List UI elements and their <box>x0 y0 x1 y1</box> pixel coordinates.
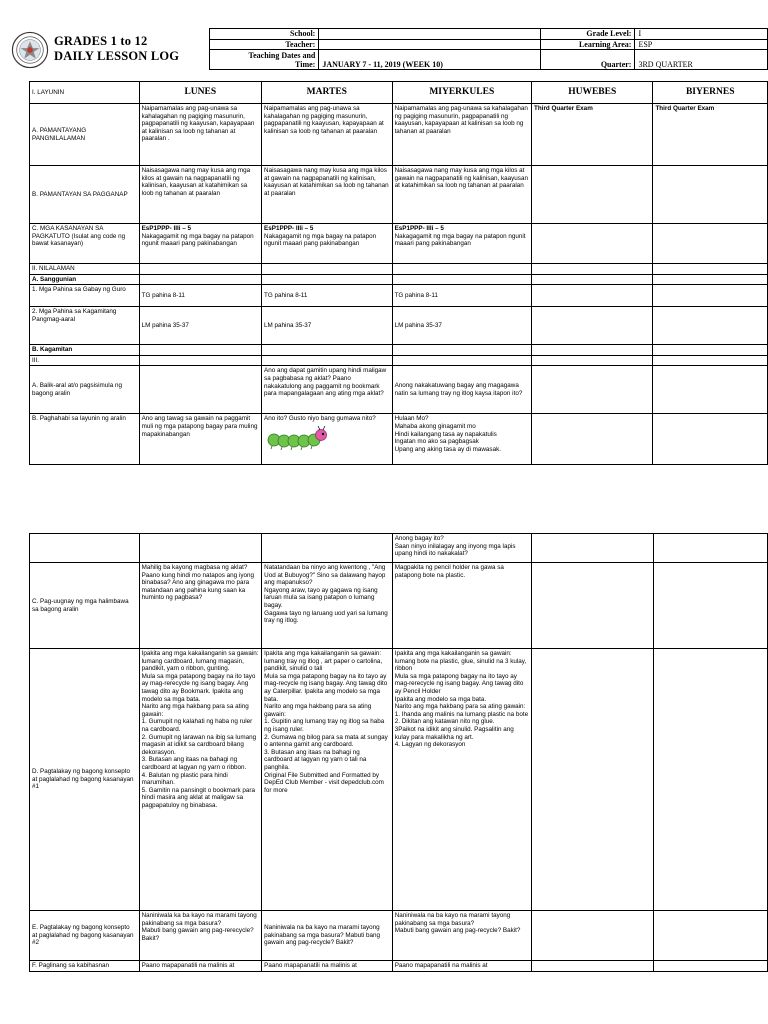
table-row <box>30 264 768 275</box>
table-cell: Third Quarter Exam <box>532 104 653 166</box>
table-cell <box>532 534 653 563</box>
table-cell <box>532 355 653 366</box>
table-cell: Anong nakakatuwang bagay ang magagawa natin sa lumang tray ng itlog kaysa itapon ito? <box>392 366 531 414</box>
table-row <box>30 104 768 166</box>
teacher-label: Teacher: <box>210 39 319 50</box>
table-cell <box>392 274 531 285</box>
table-row <box>30 961 768 972</box>
table-cell <box>262 264 393 275</box>
code-text: EsP1PPP- IIIi – 5 <box>141 225 191 232</box>
table-row <box>30 285 768 307</box>
layunin-label: I. LAYUNIN <box>30 82 140 104</box>
lesson-table-page1 <box>29 81 768 465</box>
table-cell <box>139 366 261 414</box>
table-cell <box>30 534 140 563</box>
table-row <box>30 166 768 224</box>
table-cell <box>139 224 261 264</box>
cell-text: Nakagagamit ng mga bagay na patapon ngunit maaari pang pakinabangan <box>394 232 526 248</box>
table-cell <box>653 414 768 465</box>
table-row <box>30 274 768 285</box>
table-cell: Naipamamalas ang pag-unawa sa kahalagahan ng pagiging masunurin, pagpapanatili ng kaayusan, kapayapaan at kalinisan sa loob ng tahanan at paaralan . <box>139 104 261 166</box>
quarter-value: 3RD QUARTER <box>635 50 768 70</box>
table-cell <box>532 224 653 264</box>
learning-area-value: ESP <box>635 39 768 50</box>
cell-text: Nakagagamit ng mga bagay na patapon ngunit maaari pang pakinabangan <box>264 232 377 248</box>
table-cell: Naisasagawa nang may kusa ang mga kilos at gawain na nagpapanatili ng kalinisan, kaayusan at katahimikan sa loob ng tahanan at paaralan <box>262 166 393 224</box>
caterpillar-icon <box>266 425 328 451</box>
table-cell: Natatandaan ba ninyo ang kwentong , "Ang Uod at Bubuyog?" Sino sa dalawang hayop ang mapanukso? Ngayong araw, tayo ay gagawa ng isang laruan mula sa isang patapon o lumang bagay. Gagawa tayo ng laruang uod yari sa lumang tray ng itlog. <box>262 563 393 649</box>
dates-value: JANUARY 7 - 11, 2019 (WEEK 10) <box>319 50 541 70</box>
code-text: EsP1PPP- IIIi – 5 <box>394 225 444 232</box>
table-cell: Naipamamalas ang pag-unawa sa kahalagahan ng pagiging masunurin, pagpapanatili ng kaayusan, kapayapaan at kalinisan sa loob ng tahanan at paaralan <box>262 104 393 166</box>
table-cell: Anong bagay ito? Saan ninyo inilalagay ang inyong mga lapis upang hindi ito nakakalat? <box>392 534 531 563</box>
table-cell: Ano ang dapat gamitin upang hindi maligaw sa pagbabasa ng aklat? Paano nakakatulong ang paggamit ng bookmark para mapangalagaan ang ating mga aklat? <box>262 366 393 414</box>
table-cell <box>653 274 768 285</box>
teacher-value <box>319 39 541 50</box>
row-label: C. MGA KASANAYAN SA PAGKATUTO (Isulat ang code ng bawat kasanayan) <box>30 224 140 264</box>
table-row <box>30 911 768 961</box>
table-cell: Naniniwala na ba kayo na marami tayong pakinabang sa mga basura? Mabuti bang gawain ang pag-recycle? Bakit? <box>392 911 531 961</box>
table-row <box>30 649 768 911</box>
table-cell <box>532 307 653 345</box>
table-cell: Naniniwala ka ba kayo na marami tayong pakinabang sa mga basura? Mabuti bang gawain ang pag-rerecycle? Bakit? <box>139 911 262 961</box>
table-row <box>30 563 768 649</box>
dates-label-line2: Time: <box>295 59 316 69</box>
table-cell: TG pahina 8-11 <box>139 285 261 307</box>
table-cell <box>139 534 262 563</box>
table-cell: Ipakita ang mga kakailanganin sa gawain: lumang tray ng itlog , art paper o cartolina, pandikit, sinulid o tali Mula sa mga patapong bagay na ito tayo ay mag-recycle ng isang bagay. Ang tawag dito ay Caterpillar. Ipakita ang modelo sa mga bata. Narito ang mga hakbang para sa ating gawain: 1. Gupitin ang lumang tray ng itlog sa haba ng isang ruler. 2. Gumawa ng bilog para sa mata at sungay o antenna gamit ang cardboard. 3. Butasan ang itaas na bahagi ng cardboard at lagyan ng yarn o tali na panghila. Original File Submitted and Formatted by DepEd Club Member - visit depedclub.com for more <box>262 649 393 911</box>
nilalaman-label: II. NILALAMAN <box>30 264 140 275</box>
table-cell <box>262 534 393 563</box>
doc-title-log: DAILY LESSON LOG <box>54 49 180 63</box>
paghahabi-label: B. Paghahabi sa layunin ng aralin <box>30 414 140 465</box>
table-cell <box>139 345 261 356</box>
table-row <box>30 345 768 356</box>
cell-text: Ano ito? Gusto niyo bang gumawa nito? <box>264 415 376 423</box>
table-cell <box>139 264 261 275</box>
row-label: A. PAMANTAYANG PANGNILALAMAN <box>30 104 140 166</box>
table-cell <box>392 264 531 275</box>
table-cell <box>653 166 768 224</box>
row-label: B. PAMANTAYAN SA PAGGANAP <box>30 166 140 224</box>
table-cell <box>532 274 653 285</box>
table-row <box>30 366 768 414</box>
kagamitan-label: 2. Mga Pahina sa Kagamitang Pangmag-aaral <box>30 307 140 345</box>
table-cell <box>653 366 768 414</box>
table-cell: Ano ang tawag sa gawain na paggamit muli ng mga patapong bagay para muling mapakinabangan <box>139 414 261 465</box>
table-cell: Naisasagawa nang may kusa ang mga kilos at gawain na nagpapanatili ng kalinisan, kaayusan at katahimikan sa loob ng tahanan at paaralan <box>139 166 261 224</box>
learning-area-label: Learning Area: <box>541 39 635 50</box>
quarter-label: Quarter: <box>541 50 635 70</box>
table-cell: Naisasagawa nang may kusa ang mga kilos at gawain na nagpapanatili ng kalinisan, kaayusan at katahimikan sa loob ng tahanan at paaralan <box>392 166 531 224</box>
day-header-lunes: LUNES <box>139 82 261 104</box>
table-cell: Third Quarter Exam <box>653 104 768 166</box>
table-cell <box>532 345 653 356</box>
table-cell <box>653 264 768 275</box>
table-cell <box>653 961 767 972</box>
table-cell <box>532 285 653 307</box>
day-header-huwebes: HUWEBES <box>532 82 653 104</box>
pagtalakay-2-label: E. Pagtalakay ng bagong konsepto at paglalahad ng bagong kasanayan #2 <box>30 911 140 961</box>
table-cell: Mahilig ba kayong magbasa ng aklat? Paano kung hindi mo natapos ang iyong binabasa? Ano ang ginagawa mo para matandaan ang pahina kung saan ka huminto ng pagbasa? <box>139 563 262 649</box>
paglinang-label: F. Paglinang sa kabihasnan <box>30 961 140 972</box>
grade-level-label: Grade Level: <box>541 29 635 40</box>
table-cell <box>532 366 653 414</box>
table-cell <box>392 355 531 366</box>
table-cell: LM pahina 35-37 <box>392 307 531 345</box>
table-cell: Naipamamalas ang pag-unawa sa kahalagahan ng pagiging masunurin, pagpapanatili ng kaayusan, kapayapaan at kalinisan sa loob ng tahanan at paaralan <box>392 104 531 166</box>
table-cell <box>532 166 653 224</box>
iii-label: III. <box>30 355 140 366</box>
table-cell <box>653 563 767 649</box>
table-cell <box>653 355 768 366</box>
table-cell <box>262 274 393 285</box>
table-cell <box>532 649 653 911</box>
table-cell <box>653 649 767 911</box>
table-cell <box>653 534 767 563</box>
deped-seal-icon <box>11 31 49 69</box>
table-row <box>30 355 768 366</box>
table-row <box>30 534 768 563</box>
table-cell <box>139 355 261 366</box>
pagtalakay-1-label: D. Pagtalakay ng bagong konsepto at paglalahad ng bagong kasanayan #1 <box>30 649 140 911</box>
table-cell <box>532 414 653 465</box>
table-cell <box>653 307 768 345</box>
table-cell: Magpakita ng pencil holder na gawa sa patapong bote na plastic. <box>392 563 531 649</box>
lesson-log-header <box>8 28 768 74</box>
school-value <box>319 29 541 40</box>
cell-text: Nakagagamit ng mga bagay na patapon ngunit maaari pang pakinabangan <box>141 232 254 248</box>
table-cell: Ipakita ang mga kakailanganin sa gawain: lumang bote na plastic, glue, sinulid na 3 kulay, ribbon Mula sa mga patapong bagay na ito tayo ay mag-rerecycle ng isang bagay. Ang tawag dito ay Pencil Holder Ipakita ang modelo sa mga bata. Narito ang mga hakbang para sa ating gawain: 1. Ihanda ang malinis na lumang plastic na bote 2. Dikitan ang katawan nito ng glue. 3Paikot na idikit ang sinulid. Pagsalitin ang kulay para makalikha ng art. 4. Lagyan ng dekorasyon <box>392 649 531 911</box>
table-cell <box>392 224 531 264</box>
table-cell <box>532 264 653 275</box>
table-cell <box>532 911 653 961</box>
header-info-table <box>209 28 768 70</box>
day-header-miyerkules: MIYERKULES <box>392 82 531 104</box>
table-cell <box>262 345 393 356</box>
table-cell: TG pahina 8-11 <box>262 285 393 307</box>
doc-title-grades: GRADES 1 to 12 <box>54 34 148 48</box>
pag-uugnay-label: C. Pag-uugnay ng mga halimbawa sa bagong aralin <box>30 563 140 649</box>
balik-aral-label: A. Balik-aral at/o pagsisimula ng bagong aralin <box>30 366 140 414</box>
table-cell: LM pahina 35-37 <box>262 307 393 345</box>
table-cell: Paano mapapanatili na malinis at <box>139 961 262 972</box>
dates-label <box>210 50 319 70</box>
table-cell <box>653 285 768 307</box>
gabay-label: 1. Mga Pahina sa Gabay ng Guro <box>30 285 140 307</box>
day-header-biyernes: BIYERNES <box>653 82 768 104</box>
dates-label-line1: Teaching Dates and <box>248 50 316 60</box>
table-cell: Paano mapapanatili na malinis at <box>262 961 393 972</box>
table-cell: Naniniwala na ba kayo na marami tayong pakinabang sa mga basura? Mabuti bang gawain ang pag-recycle? Bakit? <box>262 911 393 961</box>
table-row <box>30 224 768 264</box>
table-cell <box>653 345 768 356</box>
table-row <box>30 414 768 465</box>
kagamitan-b-label: B. Kagamitan <box>30 345 140 356</box>
day-header-martes: MARTES <box>262 82 393 104</box>
table-cell: Paano mapapanatili na malinis at <box>392 961 531 972</box>
table-cell: LM pahina 35-37 <box>139 307 261 345</box>
table-cell <box>653 911 767 961</box>
table-cell <box>653 224 768 264</box>
lesson-table-page2 <box>29 533 768 972</box>
table-cell <box>262 355 393 366</box>
table-cell <box>392 345 531 356</box>
table-cell <box>532 961 653 972</box>
school-label: School: <box>210 29 319 40</box>
table-cell <box>262 414 393 465</box>
grade-level-value: I <box>635 29 768 40</box>
table-cell: Hulaan Mo? Mahaba akong ginagamit mo Hindi kailangang tasa ay napakatulis Ingatan mo ako sa pagbagsak Upang ang aking tasa ay di mawasak. <box>392 414 531 465</box>
table-cell: Ipakita ang mga kakailanganin sa gawain: lumang cardboard, lumang magasin, pandikit, yarn o ribbon, gunting. Mula sa mga patapong bagay na ito tayo ay mag-rerecycle ng isang bagay. Ang tawag dito ay Bookmark. Ipakita ang modelo sa mga bata. Narito ang mga hakbang para sa ating gawain: 1. Gumupit ng kalahati ng haba ng ruler na cardboard. 2. Gumupit ng larawan na ibig sa lumang magasin at idikit sa cardboard bilang dekorasyon. 3. Butasan ang itaas na bahagi ng cardboard at lagyan ng yarn o ribbon. 4. Balutan ng plastic para hindi marumihan. 5. Gamitin na pansingit o bookmark para hindi masira ang aklat at maligaw sa pagpapatuloy ng binabasa. <box>139 649 262 911</box>
table-cell <box>139 274 261 285</box>
table-cell: TG pahina 8-11 <box>392 285 531 307</box>
code-text: EsP1PPP- IIIi – 5 <box>264 225 314 232</box>
table-cell <box>262 224 393 264</box>
sanggunian-label: A. Sanggunian <box>30 274 140 285</box>
table-cell <box>532 563 653 649</box>
table-row <box>30 307 768 345</box>
